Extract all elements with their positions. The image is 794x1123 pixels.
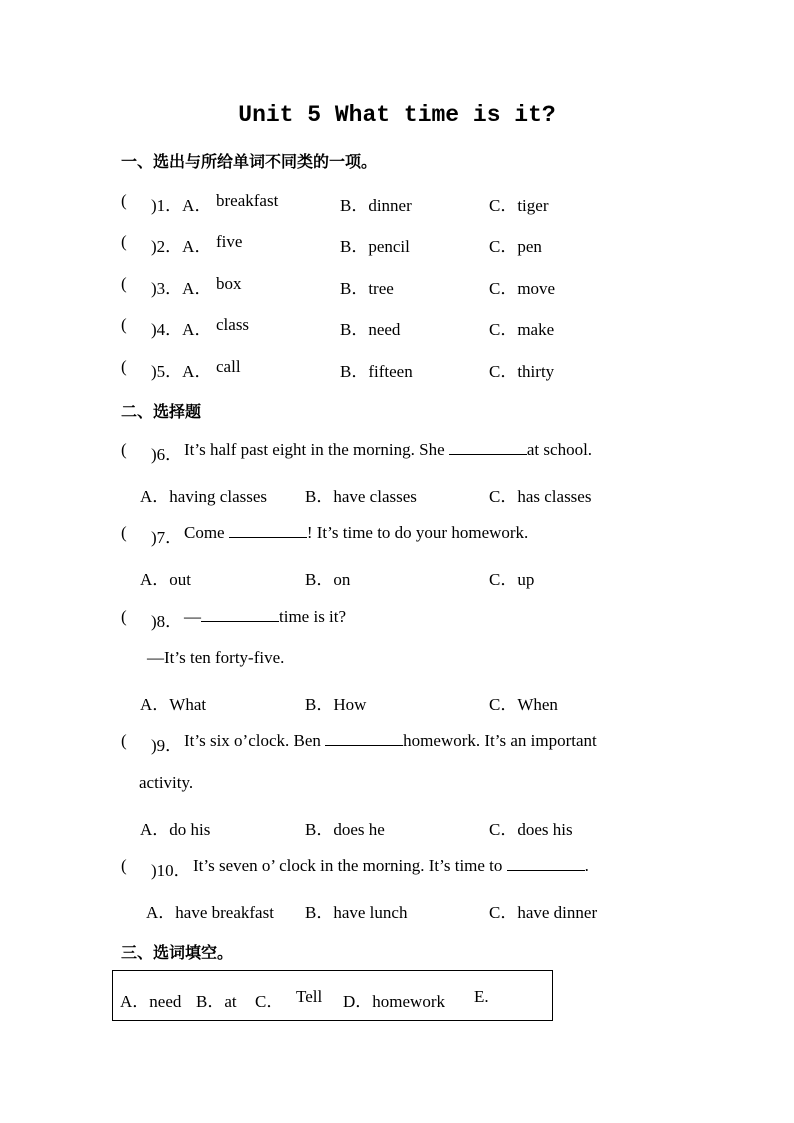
question-5 xyxy=(0,357,794,381)
stem-text-end: homework. It’s an important xyxy=(403,731,597,750)
option-b: B．tree xyxy=(340,279,394,298)
option-a: call xyxy=(216,357,241,376)
question-number: )6． xyxy=(151,445,183,464)
question-number: )7． xyxy=(151,528,183,547)
option-a: breakfast xyxy=(216,191,279,210)
question-7-options xyxy=(0,565,794,589)
answer-blank[interactable] xyxy=(507,856,585,871)
answer-paren[interactable]: ( xyxy=(121,232,127,251)
section-1-heading: 一、选出与所给单词不同类的一项。 xyxy=(121,152,378,171)
question-9 xyxy=(0,731,794,755)
question-8-reply xyxy=(0,648,794,672)
question-6-options xyxy=(0,482,794,506)
option-b: B．pencil xyxy=(340,237,410,256)
option-c: C．move xyxy=(489,279,556,298)
option-b: B．have classes xyxy=(305,487,417,506)
option-a: box xyxy=(216,274,242,293)
stem-text-end: . xyxy=(584,856,589,875)
option-c: C．has classes xyxy=(489,487,592,506)
answer-paren[interactable]: ( xyxy=(121,357,127,376)
word-option: E. xyxy=(474,987,489,1006)
word-option: A．need xyxy=(120,992,182,1011)
option-a: A．out xyxy=(140,570,191,589)
word-bank-box xyxy=(112,970,553,1021)
answer-blank[interactable] xyxy=(449,440,527,455)
option-b: B．How xyxy=(305,695,367,714)
stem-text: — xyxy=(184,607,201,626)
page-title: Unit 5 What time is it? xyxy=(238,102,556,128)
option-a: A．having classes xyxy=(140,487,268,506)
stem-text: It’s six o’clock. Ben xyxy=(184,731,326,750)
answer-paren[interactable]: ( xyxy=(121,191,127,210)
question-stem xyxy=(184,440,592,460)
question-7 xyxy=(0,523,794,547)
answer-paren[interactable]: ( xyxy=(121,315,127,334)
dialogue-reply: —It’s ten forty-five. xyxy=(147,648,285,667)
option-b: B．have lunch xyxy=(305,903,408,922)
option-b: B．does he xyxy=(305,820,385,839)
option-a: five xyxy=(216,232,243,251)
question-number: )10． xyxy=(151,861,191,880)
option-b: B．fifteen xyxy=(340,362,413,381)
option-a: A．do his xyxy=(140,820,211,839)
question-2 xyxy=(0,232,794,256)
question-9-continued xyxy=(0,773,794,797)
stem-text: It’s half past eight in the morning. She xyxy=(184,440,449,459)
answer-paren[interactable]: ( xyxy=(121,274,127,293)
answer-paren[interactable]: ( xyxy=(121,856,127,875)
word-option: D．homework xyxy=(343,992,445,1011)
option-b: B．need xyxy=(340,320,401,339)
question-9-options xyxy=(0,815,794,839)
question-stem xyxy=(184,731,597,751)
question-number: )9． xyxy=(151,736,183,755)
stem-text-end: ! It’s time to do your homework. xyxy=(306,523,529,542)
option-c: C．tiger xyxy=(489,196,549,215)
question-4 xyxy=(0,315,794,339)
question-stem xyxy=(193,856,589,876)
option-a: A．have breakfast xyxy=(146,903,274,922)
question-stem xyxy=(184,607,346,627)
question-number: )1．A． xyxy=(151,196,212,215)
option-c: C．have dinner xyxy=(489,903,598,922)
question-6 xyxy=(0,440,794,464)
word-option: C． xyxy=(255,992,284,1011)
stem-continuation: activity. xyxy=(139,773,194,792)
question-number: )5．A． xyxy=(151,362,212,381)
stem-text-end: at school. xyxy=(526,440,593,459)
answer-paren[interactable]: ( xyxy=(121,607,127,626)
option-c: C．pen xyxy=(489,237,542,256)
answer-blank[interactable] xyxy=(325,731,403,746)
question-3 xyxy=(0,274,794,298)
answer-paren[interactable]: ( xyxy=(121,440,127,459)
answer-blank[interactable] xyxy=(201,607,279,622)
question-number: )4．A． xyxy=(151,320,212,339)
option-a: A．What xyxy=(140,695,207,714)
option-b: B．dinner xyxy=(340,196,412,215)
question-10-options xyxy=(0,898,794,922)
answer-paren[interactable]: ( xyxy=(121,523,127,542)
question-8-options xyxy=(0,690,794,714)
section-2-heading: 二、选择题 xyxy=(121,402,202,421)
stem-text-end: time is it? xyxy=(279,607,347,626)
stem-text: Come xyxy=(184,523,229,542)
word-option: B．at xyxy=(196,992,237,1011)
option-c: C．up xyxy=(489,570,535,589)
question-10 xyxy=(0,856,794,880)
option-a: class xyxy=(216,315,250,334)
word-option: Tell xyxy=(296,987,323,1006)
stem-text: It’s seven o’ clock in the morning. It’s time to xyxy=(193,856,507,875)
option-b: B．on xyxy=(305,570,351,589)
question-number: )3．A． xyxy=(151,279,212,298)
question-stem xyxy=(184,523,528,543)
question-8 xyxy=(0,607,794,631)
option-c: C．When xyxy=(489,695,558,714)
question-number: )2．A． xyxy=(151,237,212,256)
section-3-heading: 三、选词填空。 xyxy=(121,943,234,962)
question-1 xyxy=(0,191,794,215)
answer-paren[interactable]: ( xyxy=(121,731,127,750)
option-c: C．make xyxy=(489,320,555,339)
option-c: C．does his xyxy=(489,820,573,839)
option-c: C．thirty xyxy=(489,362,555,381)
answer-blank[interactable] xyxy=(229,523,307,538)
question-number: )8． xyxy=(151,612,183,631)
